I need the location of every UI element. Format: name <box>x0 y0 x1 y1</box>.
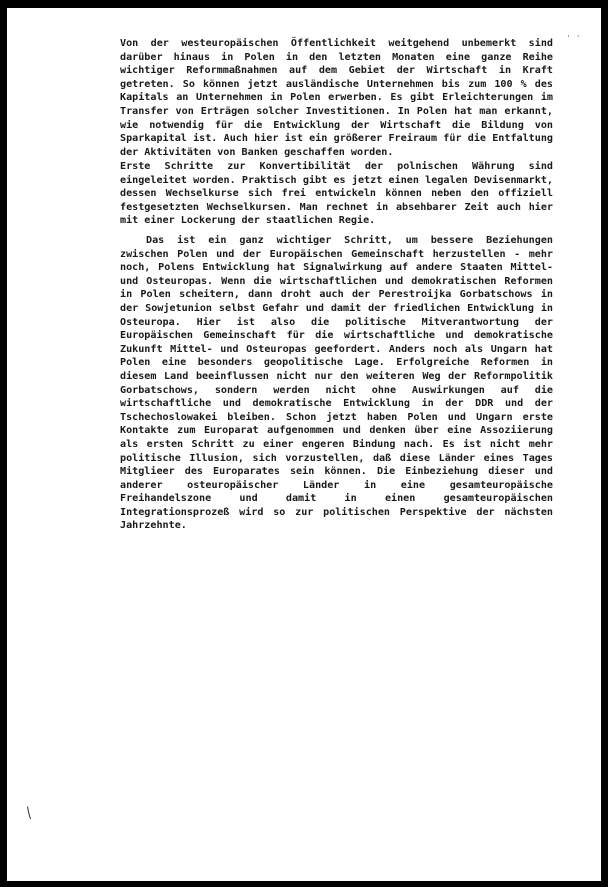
paragraph-1 <box>120 37 553 159</box>
document-page <box>7 8 601 881</box>
paragraph-3 <box>120 234 553 533</box>
paragraph-1-text: Von der westeuropäischen Öffentlichkeit weitgehend unbemerkt sind darüber hinaus in Polen in den letzten Monaten eine ganze Reihe wichtiger Reformmaßnahmen auf dem Gebiet der Wirtschaft in Kraft getreten. So können jetzt ausländische Unternehmen bis zum 100 % des Kapitals an Unternehmen in Polen erwerben. Es gibt Erleichterungen im Transfer von Erträgen solcher Investitionen. In Polen hat man erkannt, wie notwendig für die Entwicklung der Wirtschaft die Bildung von Sparkapital ist. Auch hier ist ein größerer Freiraum für die Entfaltung der Aktivitäten von Banken geschaffen worden. <box>120 38 553 158</box>
paragraph-2 <box>120 160 553 228</box>
paragraph-3-text: Das ist ein ganz wichtiger Schritt, um bessere Beziehungen zwischen Polen und der Europäischen Gemeinschaft herzustellen - mehr noch, Polens Entwicklung hat Signalwirkung auf andere Staaten Mittel- und Osteuropas. Wenn die wirtschaftlichen und demokratischen Reformen in Polen scheitern, dann droht auch der Perestroijka Gorbatschows in der Sowjetunion selbst Gefahr und damit der friedlichen Entwicklung in Osteuropa. Hier ist also die politische Mitverantwortung der Europäischen Gemeinschaft für die wirtschaftliche und demokratische Zukunft Mittel- und Osteuropas geefordert. Anders noch als Ungarn hat Polen eine besonders geopolitische Lage. Erfolgreiche Reformen in diesem Land beeinflussen nicht nur den weiteren Weg der Reformpolitik Gorbatschows, sondern werden nicht ohne Auswirkungen auf die wirtschaftliche und demokratische Entwicklung in der DDR und der Tschechoslowakei bleiben. Schon jetzt haben Polen und Ungarn erste Kontakte zum Europarat aufgenommen und denken über eine Assoziierung als ersten Schritt zu einer engeren Bindung nach. Es ist nicht mehr politische Illusion, sich vorzustellen, daß diese Länder eines Tages Mitglieer des Europarates sein können. Die Einbeziehung dieser und anderer osteuropäischer Länder in eine gesamteuropäische Freihandelszone und damit in einen gesamteuropäischen Integrationsprozeß wird so zur politischen Perspektive der nächsten Jahrzehnte. <box>120 235 553 532</box>
scan-mark-top: · · <box>567 32 582 42</box>
scan-mark-bottom <box>27 806 31 820</box>
paragraph-2-text: Erste Schritte zur Konvertibilität der polnischen Währung sind eingeleitet worden. Praktisch gibt es jetzt einen legalen Devisenmarkt, dessen Wechselkurse sich frei entwickeln können neben den offiziell festgesetzten Wechselkursen. Man rechnet in absehbarer Zeit auch hier mit einer Lockerung der staatlichen Regie. <box>120 161 553 227</box>
